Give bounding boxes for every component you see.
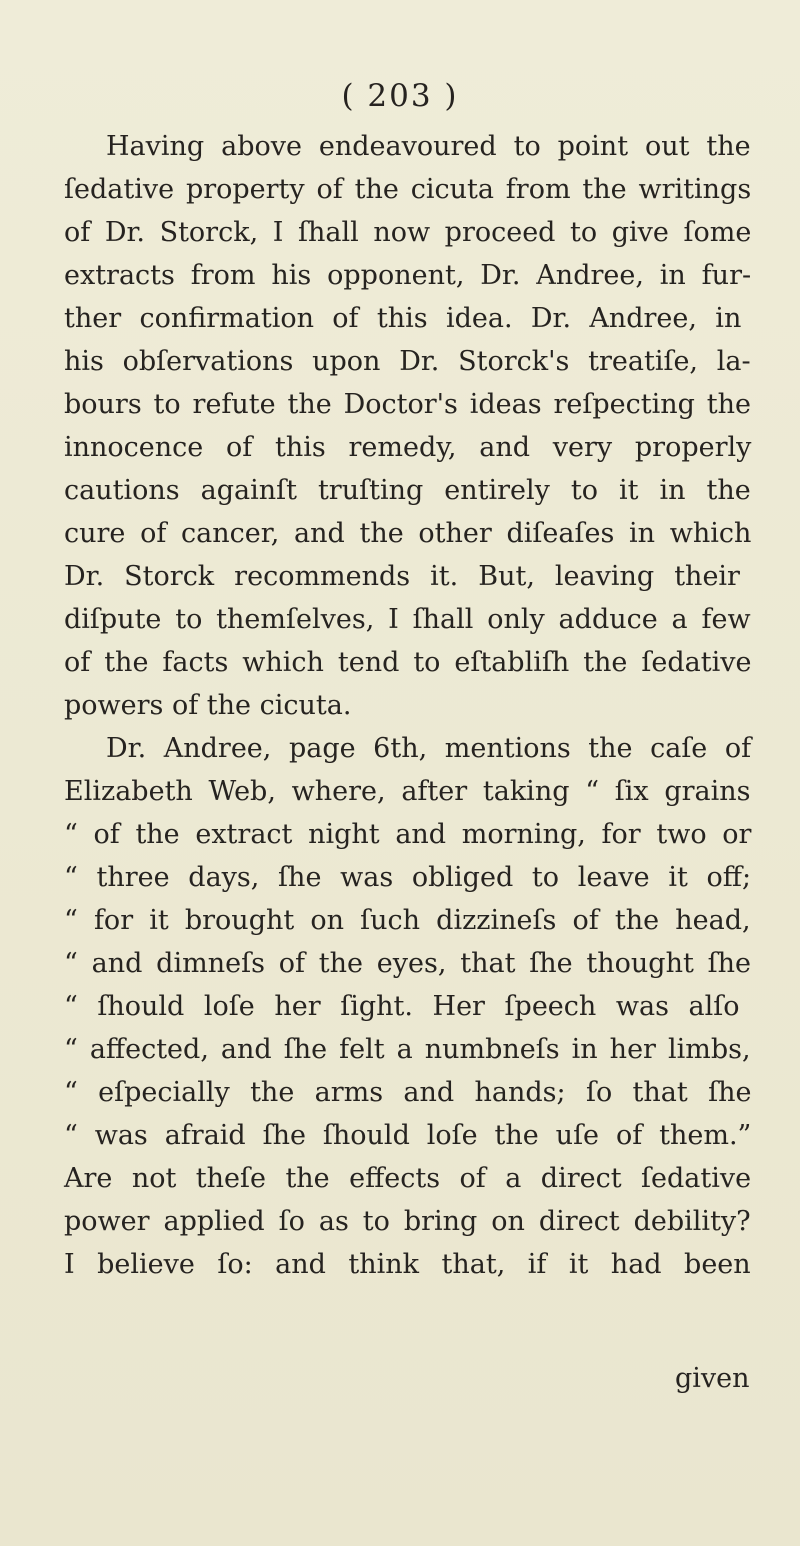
text-line-27: I believe ſo: and think that, if it had been [64, 1249, 751, 1280]
text-line-2: ſedative property of the cicuta from the writings [64, 174, 752, 205]
catchword: given [675, 1363, 750, 1394]
text-line-18: “ three days, ſhe was obliged to leave it off; [64, 862, 752, 893]
text-line-12: diſpute to themſelves, I ſhall only adduce a few [64, 604, 751, 635]
text-line-1: Having above endeavoured to point out the [106, 131, 751, 162]
text-line-8: innocence of this remedy, and very properly [64, 432, 752, 463]
text-line-5: ther confirmation of this idea. Dr. Andree, in [64, 303, 742, 334]
text-line-23: “ eſpecially the arms and hands; ſo that ſhe [64, 1077, 752, 1108]
text-line-3: of Dr. Storck, I ſhall now proceed to give ſome [64, 217, 752, 248]
text-line-11: Dr. Storck recommends it. But, leaving their [64, 561, 740, 592]
text-line-6: his obſervations upon Dr. Storck's treatiſe, la- [64, 346, 751, 377]
text-line-24: “ was afraid ſhe ſhould loſe the uſe of them.” [64, 1120, 752, 1151]
text-line-25: Are not theſe the effects of a direct ſedative [64, 1163, 752, 1194]
text-line-20: “ and dimneſs of the eyes, that ſhe thought ſhe [64, 948, 751, 979]
text-line-15: Dr. Andree, page 6th, mentions the caſe of [106, 733, 752, 764]
page-number-header: ( 203 ) [341, 78, 459, 114]
text-line-9: cautions againſt truſting entirely to it in the [64, 475, 751, 506]
text-line-13: of the facts which tend to eſtabliſh the ſedative [64, 647, 752, 678]
text-line-26: power applied ſo as to bring on direct debility? [64, 1206, 751, 1237]
text-line-22: “ affected, and ſhe felt a numbneſs in her limbs, [64, 1034, 751, 1065]
text-line-21: “ ſhould loſe her ſight. Her ſpeech was alſo [64, 991, 740, 1022]
text-line-19: “ for it brought on ſuch dizzineſs of the head, [64, 905, 751, 936]
text-line-16: Elizabeth Web, where, after taking “ ſix grains [64, 776, 751, 807]
text-line-10: cure of cancer, and the other diſeaſes in which [64, 518, 752, 549]
text-line-4: extracts from his opponent, Dr. Andree, in fur- [64, 260, 752, 291]
text-line-7: bours to refute the Doctor's ideas reſpecting the [64, 389, 751, 420]
text-line-14: powers of the cicuta. [64, 690, 352, 721]
text-line-17: “ of the extract night and morning, for two or [64, 819, 752, 850]
